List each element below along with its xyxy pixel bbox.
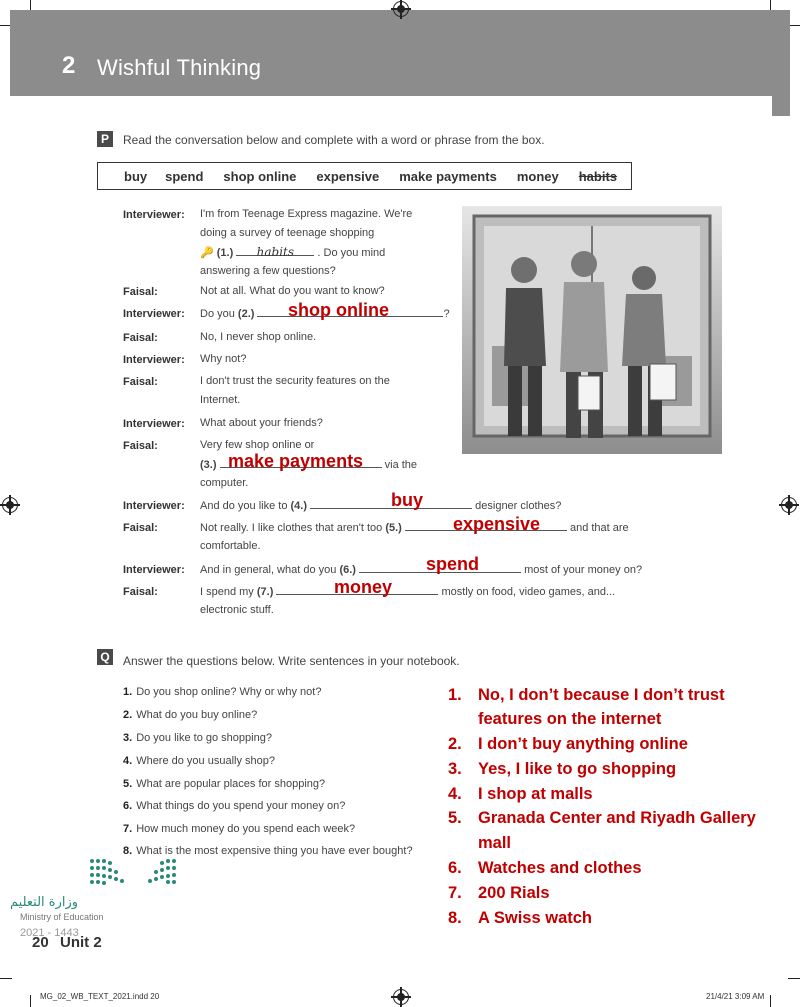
filled-answer-5: expensive bbox=[453, 514, 541, 534]
word-box bbox=[97, 162, 632, 190]
filled-answer-2: shop online bbox=[288, 300, 389, 320]
section-letter-p: P bbox=[97, 131, 113, 147]
section-letter-q: Q bbox=[97, 649, 113, 665]
speaker-label: Faisal: bbox=[123, 522, 158, 534]
question-item: 3. Do you like to go shopping? bbox=[123, 732, 272, 744]
dialogue-line: comfortable. bbox=[200, 540, 261, 552]
dialogue-text: And do you like to bbox=[200, 500, 288, 512]
dialogue-line: No, I never shop online. bbox=[200, 331, 317, 343]
dialogue-line bbox=[200, 243, 385, 263]
written-answer-continuation: features on the internet bbox=[478, 710, 662, 728]
word-box-item: money bbox=[516, 168, 559, 184]
written-answer: 1. No, I don’t because I don’t trust bbox=[448, 686, 725, 704]
page-number: 20 bbox=[32, 934, 49, 951]
crop-mark bbox=[788, 978, 800, 979]
question-item: 7. How much money do you spend each week? bbox=[123, 823, 356, 835]
blank-number: (5.) bbox=[385, 522, 402, 534]
registration-mark-icon bbox=[393, 989, 409, 1005]
word-box-item-struck: habits bbox=[578, 168, 618, 184]
dialogue-text: And in general, what do you bbox=[200, 564, 337, 576]
crop-mark bbox=[770, 995, 771, 1007]
header-band bbox=[10, 10, 790, 96]
word-box-item: shop online bbox=[223, 168, 297, 184]
dialogue-text: Do you bbox=[200, 308, 235, 320]
ministry-name-arabic: وزارة التعليم bbox=[10, 895, 79, 910]
registration-mark-icon bbox=[781, 497, 797, 513]
header-tab bbox=[772, 10, 790, 116]
dialogue-text: . Do you mind bbox=[317, 247, 386, 259]
dialogue-text: most of your money on? bbox=[524, 564, 643, 576]
word-box-item: spend bbox=[165, 168, 204, 184]
word-box-item: make payments bbox=[399, 168, 497, 184]
dialogue-text: I spend my bbox=[200, 586, 254, 598]
question-item: 8. What is the most expensive thing you have ever bought? bbox=[123, 845, 413, 857]
written-answer: 2. I don’t buy anything online bbox=[448, 735, 688, 753]
answer-blank bbox=[236, 243, 314, 259]
blank-number: (4.) bbox=[290, 500, 308, 512]
ministry-logo-icon bbox=[88, 855, 180, 889]
question-item: 2. What do you buy online? bbox=[123, 709, 258, 721]
speaker-label: Interviewer: bbox=[123, 500, 185, 512]
section-q-instruction: Answer the questions below. Write sentences in your notebook. bbox=[123, 654, 460, 668]
word-box-item: buy bbox=[124, 168, 148, 184]
speaker-label: Faisal: bbox=[123, 376, 158, 388]
teenagers-shopping-illustration bbox=[462, 206, 722, 454]
unit-number: 2 bbox=[62, 52, 76, 79]
speaker-label: Faisal: bbox=[123, 286, 158, 298]
blank-number: (3.) bbox=[200, 459, 217, 471]
dialogue-line bbox=[200, 496, 561, 516]
dialogue-line: computer. bbox=[200, 477, 249, 489]
filled-answer-6: spend bbox=[426, 554, 480, 574]
speaker-label: Interviewer: bbox=[123, 418, 185, 430]
edition-year: 2021 - 1443 bbox=[20, 927, 79, 939]
dialogue-text: designer clothes? bbox=[475, 500, 562, 512]
filled-answer-7: money bbox=[334, 577, 393, 597]
speaker-label: Interviewer: bbox=[123, 564, 185, 576]
dialogue-line: What about your friends? bbox=[200, 417, 323, 429]
blank-number: (7.) bbox=[256, 586, 274, 598]
dialogue-text: mostly on food, video games, and... bbox=[441, 586, 616, 598]
blank-number: (2.) bbox=[237, 308, 255, 320]
dialogue-line bbox=[200, 518, 629, 538]
dialogue-line: electronic stuff. bbox=[200, 604, 274, 616]
dialogue-text: and that are bbox=[569, 522, 629, 534]
crop-mark bbox=[30, 995, 31, 1007]
question-item: 6. What things do you spend your money on? bbox=[123, 800, 346, 812]
dialogue-text: ? bbox=[443, 308, 450, 320]
dialogue-line: I don't trust the security features on the bbox=[200, 375, 390, 387]
written-answer: 3. Yes, I like to go shopping bbox=[448, 760, 677, 778]
dialogue-line: Very few shop online or bbox=[200, 439, 315, 451]
dialogue-line: Why not? bbox=[200, 353, 247, 365]
question-item: 5. What are popular places for shopping? bbox=[123, 778, 326, 790]
question-item: 1. Do you shop online? Why or why not? bbox=[123, 686, 322, 698]
file-name: MG_02_WB_TEXT_2021.indd 20 bbox=[40, 992, 160, 1001]
blank-number: (1.) bbox=[216, 247, 234, 259]
question-item: 4. Where do you usually shop? bbox=[123, 755, 275, 767]
written-answer: 6. Watches and clothes bbox=[448, 859, 642, 877]
timestamp: 21/4/21 3:09 AM bbox=[706, 992, 765, 1001]
unit-title: Wishful Thinking bbox=[97, 55, 262, 80]
filled-answer-3: make payments bbox=[228, 451, 364, 471]
dialogue-line: Not at all. What do you want to know? bbox=[200, 285, 385, 297]
written-answer: 5. Granada Center and Riyadh Gallery bbox=[448, 809, 756, 827]
registration-mark-icon bbox=[2, 497, 18, 513]
speaker-label: Faisal: bbox=[123, 332, 158, 344]
dialogue-line bbox=[200, 582, 615, 602]
speaker-label: Interviewer: bbox=[123, 354, 185, 366]
dialogue-line: doing a survey of teenage shopping bbox=[200, 227, 375, 239]
speaker-label: Faisal: bbox=[123, 586, 158, 598]
written-answer-continuation: mall bbox=[478, 834, 512, 852]
dialogue-text: via the bbox=[384, 459, 418, 471]
section-p-instruction: Read the conversation below and complete with a word or phrase from the box. bbox=[123, 133, 545, 147]
written-answer: 4. I shop at malls bbox=[448, 785, 593, 803]
key-icon: 🔑 bbox=[200, 247, 214, 259]
dialogue-line: I'm from Teenage Express magazine. We're bbox=[200, 208, 413, 220]
blank-number: (6.) bbox=[339, 564, 356, 576]
crop-mark bbox=[0, 978, 12, 979]
dialogue-text: Not really. I like clothes that aren't too bbox=[200, 522, 383, 534]
filled-answer-4: buy bbox=[391, 490, 424, 510]
written-answer: 7. 200 Rials bbox=[448, 884, 550, 902]
dialogue-line: Internet. bbox=[200, 394, 241, 406]
speaker-label: Faisal: bbox=[123, 440, 158, 452]
example-answer: habits bbox=[256, 245, 295, 259]
dialogue-line bbox=[200, 560, 642, 580]
ministry-name-english: Ministry of Education bbox=[20, 912, 104, 922]
word-box-item: expensive bbox=[316, 168, 380, 184]
speaker-label: Interviewer: bbox=[123, 308, 185, 320]
dialogue-line: answering a few questions? bbox=[200, 265, 336, 277]
speaker-label: Interviewer: bbox=[123, 209, 185, 221]
registration-mark-icon bbox=[393, 1, 409, 17]
unit-label: Unit 2 bbox=[60, 934, 102, 951]
written-answer: 8. A Swiss watch bbox=[448, 909, 593, 927]
